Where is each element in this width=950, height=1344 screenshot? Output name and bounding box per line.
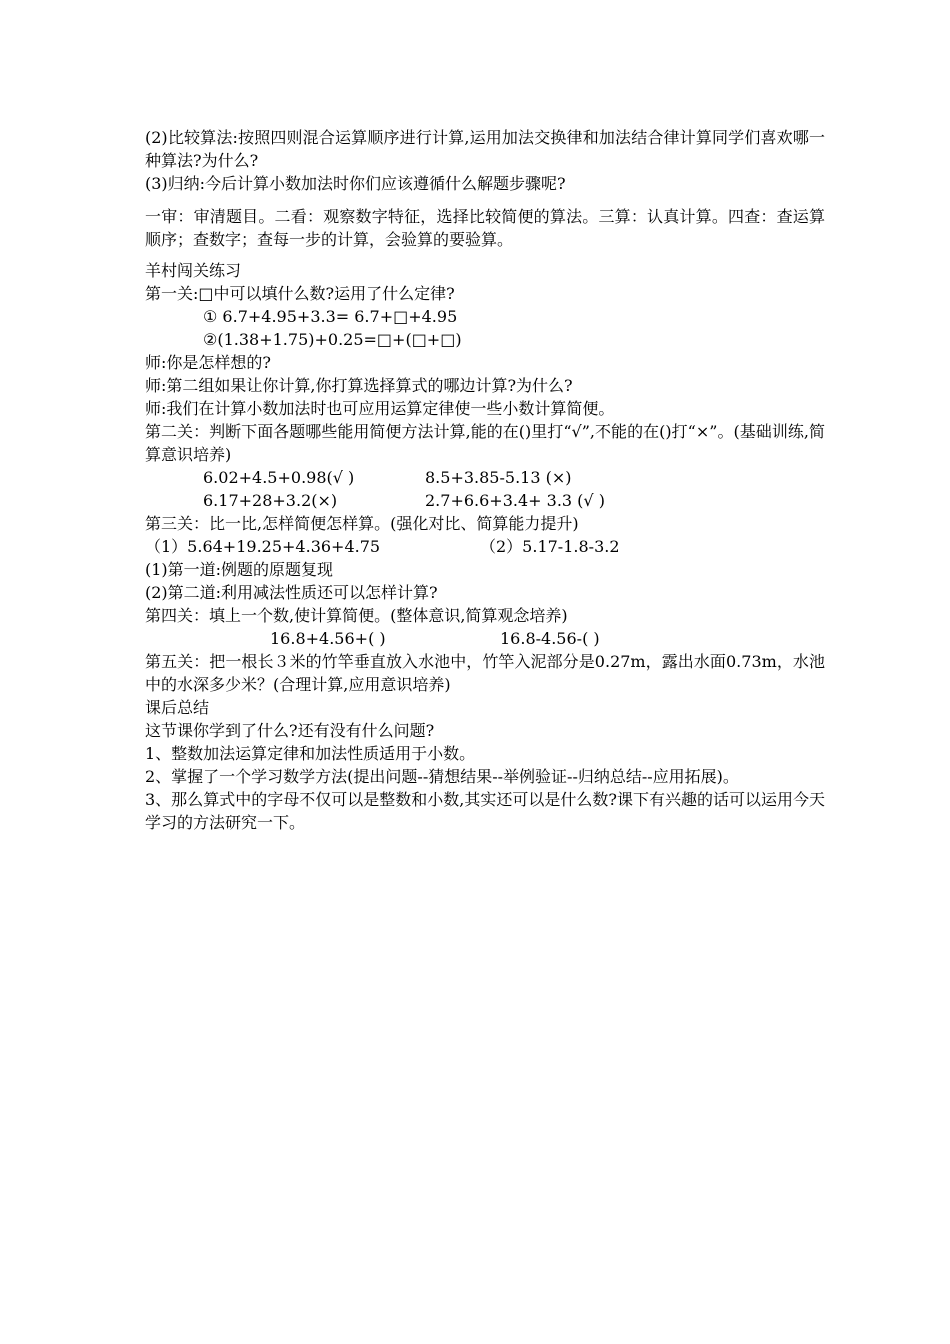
level-one-title: 第一关:□中可以填什么数?运用了什么定律? (145, 284, 455, 303)
level-three-item-2: （2）5.17-1.8-3.2 (480, 537, 620, 556)
level-two-title: 第二关：判断下面各题哪些能用简便方法计算,能的在()里打“√”,不能的在()打“×”。(基础训练,简算意识培养) (145, 422, 825, 464)
level-two-item-3: 6.17+28+3.2(×) (203, 491, 338, 510)
section-heading-summary: 课后总结 (145, 698, 210, 717)
summary-point-1: 1、整数加法运算定律和加法性质适用于小数。 (145, 744, 476, 763)
paragraph-four-steps: 一审：审清题目。二看：观察数字特征，选择比较简便的算法。三算：认真计算。四查：查运算顺序；查数字；查每一步的计算，会验算的要验算。 (145, 207, 825, 249)
teacher-line-2: 师:第二组如果让你计算,你打算选择算式的哪边计算?为什么? (145, 376, 573, 395)
level-four-item-2: 16.8-4.56-( ) (500, 629, 600, 648)
teacher-line-3: 师:我们在计算小数加法时也可应用运算定律使一些小数计算简便。 (145, 399, 615, 418)
paragraph-summarize: (3)归纳:今后计算小数加法时你们应该遵循什么解题步骤呢? (145, 174, 566, 193)
level-three-note-2: (2)第二道:利用减法性质还可以怎样计算? (145, 583, 438, 602)
summary-question: 这节课你学到了什么?还有没有什么问题? (145, 721, 435, 740)
spacer (145, 195, 825, 205)
section-heading-practice: 羊村闯关练习 (145, 261, 242, 280)
level-two-row-1 (145, 466, 825, 489)
teacher-line-1: 师:你是怎样想的? (145, 353, 271, 372)
level-five-problem: 第五关：把一根长３米的竹竿垂直放入水池中，竹竿入泥部分是0.27m，露出水面0.73m，水池中的水深多少米？(合理计算,应用意识培养) (145, 652, 825, 694)
summary-point-3: 3、那么算式中的字母不仅可以是整数和小数,其实还可以是什么数?课下有兴趣的话可以运用今天学习的方法研究一下。 (145, 790, 825, 832)
level-four-title: 第四关：填上一个数,使计算简便。(整体意识,简算观念培养) (145, 606, 568, 625)
level-two-item-2: 8.5+3.85-5.13 (×) (425, 468, 572, 487)
document-page (145, 126, 825, 834)
summary-point-2: 2、掌握了一个学习数学方法(提出问题--猜想结果--举例验证--归纳总结--应用拓展)。 (145, 767, 739, 786)
level-four-item-1: 16.8+4.56+( ) (270, 629, 386, 648)
level-three-item-1: （1）5.64+19.25+4.36+4.75 (145, 537, 381, 556)
level-four-row (145, 627, 825, 650)
paragraph-compare-method: (2)比较算法:按照四则混合运算顺序进行计算,运用加法交换律和加法结合律计算同学们喜欢哪一种算法?为什么? (145, 128, 825, 170)
level-three-row (145, 535, 825, 558)
level-two-item-4: 2.7+6.6+3.4+ 3.3 (√ ) (425, 491, 605, 510)
level-two-item-1: 6.02+4.5+0.98(√ ) (203, 468, 355, 487)
spacer (145, 251, 825, 259)
level-two-row-2 (145, 489, 825, 512)
level-three-note-1: (1)第一道:例题的原题复现 (145, 560, 334, 579)
level-one-item-1: ① 6.7+4.95+3.3= 6.7+□+4.95 (203, 307, 458, 326)
level-three-title: 第三关：比一比,怎样简便怎样算。(强化对比、简算能力提升) (145, 514, 579, 533)
level-one-item-2: ②(1.38+1.75)+0.25=□+(□+□) (203, 330, 462, 349)
